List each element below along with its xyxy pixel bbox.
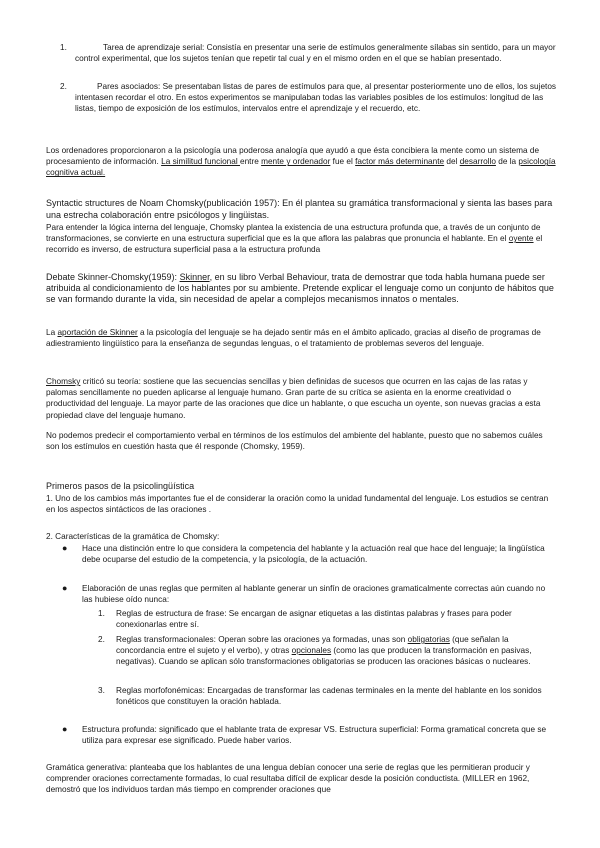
- paragraph-syntactic-title: Syntactic structures de Noam Chomsky(publicación 1957): En él plantea su gramática transformacional y sienta las bases para una estrecha colaboración entre psicólogos y lingüistas.: [46, 198, 553, 220]
- list-number: 2.: [60, 82, 67, 91]
- paragraph-gramatica-generativa: Gramática generativa: planteaba que los hablantes de una lengua debían conocer una serie de reglas que les permitieran producir y comprender oraciones correctamente formadas, lo cual resultaba difícil de explicar desde la posición conductista. (MILLER en 1962, demostró que los individuos tardan más tiempo en comprender oraciones que: [46, 763, 530, 795]
- bullet-estructura-profunda: Estructura profunda: significado que el hablante trata de expresar VS. Estructura superficial: Forma gramatical concreta que se utiliza para expresar ese significado. Puede haber varios.: [82, 725, 547, 746]
- sublist-estructura-frase: Reglas de estructura de frase: Se encargan de asignar etiquetas a las distintas palabras y frases para poder conexionarlas entre sí.: [116, 609, 512, 630]
- sublist-number: 2.: [98, 635, 105, 644]
- sublist-morfofonemicas: Reglas morfofonémicas: Encargadas de transformar las cadenas terminales en la mente del hablante en los sonidos fonéticos que constituyen la oración hablada.: [116, 686, 542, 707]
- paragraph-caracteristicas: 2. Características de la gramática de Chomsky:: [46, 532, 220, 541]
- sublist-transformacionales: Reglas transformacionales: Operan sobre las oraciones ya formadas, unas son obligatorias (que señalan la concordancia entre el sujeto y el verbo), y otras opcionales (como las que producen la transformación en pasivas, negativas). Cuando se aplican sólo transformaciones obligatorias se producen las oraciones básicas o nucleares.: [116, 635, 532, 667]
- bullet-competencia: Hace una distinción entre lo que considera la competencia del hablante y la actuación real que hace del lenguaje; la lingüística debe ocuparse del estudio de la competencia, y la psicología, de la actuación.: [82, 544, 545, 565]
- bullet-reglas: Elaboración de unas reglas que permiten al hablante generar un sinfín de oraciones gramaticalmente correctas aún cuando no las hubiese oído nunca:: [82, 584, 546, 605]
- list-item-pares: Pares asociados: Se presentaban listas de pares de estímulos para que, al presentar posteriormente uno de ellos, los sujetos intentasen recordar el otro. En estos experimentos se manipulaban todas las variables posibles de los estímulos: longitud de las listas, tiempo de exposición de los estímulos, intervalos entre el aprendizaje y el recuerdo, etc.: [75, 82, 557, 114]
- bullet-icon: ●: [62, 583, 68, 593]
- bullet-icon: ●: [62, 724, 68, 734]
- list-item-serial: Tarea de aprendizaje serial: Consistía en presentar una serie de estímulos generalmente sílabas sin sentido, para un mayor control experimental, que los sujetos tenían que repetir tal cual y en el mismo orden en el que se habían presentado.: [75, 43, 556, 64]
- sublist-number: 1.: [98, 609, 105, 618]
- paragraph-primeros: 1. Uno de los cambios más importantes fue el de considerar la oración como la unidad fundamental del lenguaje. Los estudios se centran en los aspectos sintácticos de las oraciones .: [46, 494, 549, 515]
- paragraph-syntactic: Para entender la lógica interna del lenguaje, Chomsky plantea la existencia de una estructura profunda que, a través de un conjunto de transformaciones, se convierte en una estructura superficial que es la que aflora las palabras que pronuncia el hablante. En el oyente el recorrido es inverso, de estructura superficial pasa a la estructura profunda: [46, 223, 543, 255]
- paragraph-debate: Debate Skinner-Chomsky(1959): Skinner, en su libro Verbal Behaviour, trata de demostrar que toda habla humana puede ser atribuida al condicionamiento de los hablantes por su ambiente. Pretende explicar el lenguaje como un conjunto de hábitos que se van formando durante la vida, sin necesidad de apelar a complejos mecanismos innatos o mentales.: [46, 272, 554, 305]
- list-number: 1.: [60, 43, 67, 52]
- paragraph-chomsky-prediccion: No podemos predecir el comportamiento verbal en términos de los estímulos del ambiente del hablante, puesto que no sabemos cuáles son los estímulos en cuestión hasta que él responde (Chomsky, 1959).: [46, 431, 543, 452]
- sublist-number: 3.: [98, 686, 105, 695]
- section-heading: Primeros pasos de la psicolingüística: [46, 481, 195, 491]
- paragraph-ordenadores: Los ordenadores proporcionaron a la psicología una poderosa analogía que ayudó a que ésta concibiera la mente como un sistema de procesamiento de información. La similitud funcional entre mente y ordenador fue el factor más determinante del desarrollo de la psicología cognitiva actual.: [46, 146, 556, 178]
- paragraph-aportacion: La aportación de Skinner a la psicología del lenguaje se ha dejado sentir más en el ámbito aplicado, gracias al diseño de programas de adiestramiento lingüístico para la enseñanza de segundas lenguas, o el tratamiento de problemas severos del lenguaje.: [46, 328, 541, 349]
- bullet-icon: ●: [62, 543, 68, 553]
- paragraph-chomsky-critica: Chomsky criticó su teoría: sostiene que las secuencias sencillas y bien definidas de sucesos que ocurren en las cajas de las ratas y palomas sencillamente no pueden aplicarse al lenguaje humano. Gran parte de su crítica se asienta en la enorme creatividad o productividad del lenguaje. La mayor parte de las oraciones que dice un hablante, o que escucha un oyente, son nuevas gracias a esta propiedad clave del lenguaje humano.: [46, 377, 541, 420]
